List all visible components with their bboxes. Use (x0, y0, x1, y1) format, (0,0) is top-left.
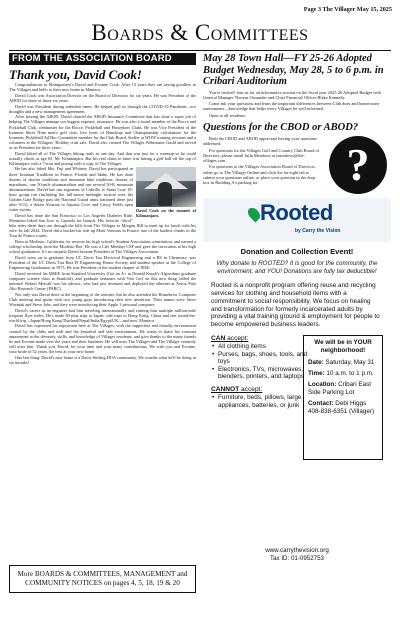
questions-paragraph: For questions to the Villages Association Board of Directors, either go to The Villager Online and click the far-right tab to submit your questions online, or place your question in the drop box in Building A's parking lot. (203, 164, 316, 186)
can-accept-list (211, 343, 309, 381)
question-mark-icon: ? (329, 136, 387, 194)
article-paragraph: After leaving the ABOD, David chaired the ABOD Insurance Committee that has done a super job of helping The Villages manage our biggest expense, insurance. He was also a board member of the Bocce and Pickleball Club, webmaster for the Bocce, Pickleball and Pinseekers Clubs. He was Vice President of the Ironmen Short Nine men's golf club, five years of Handicap and Championship calculations for the Ironmen, Pickleball Ad Hoc Committee member for the Club Board, Staffer at WOW training sessions and a volunteer at the Villagers’ Holiday craft sale. David also created The Villages Webmaster Guild and served as its President for three years. (9, 114, 196, 150)
photo-figure (136, 167, 196, 218)
townhall-paragraph: Open to all residents. (209, 112, 247, 118)
townhall-paragraph: You're invited! Join us for an informative session on the fiscal year 2025-26 Adopted Budget with General Manager Theresa Ostrander and Chief Financial Officer Blake Kennedy. (203, 89, 381, 100)
townhall-headline: May 28 Town Hall—FY 25-26 Adopted Budget Wednesday, May 28, 5 to 6 p.m. in Cribari Auditorium (203, 53, 384, 87)
article-paragraph: Not only was David there at the beginning of the internet, but he also attended the Homebrew Computer Club meeting and spoke with two young guys introducing their new invention. Their names were Steve Wozniak and Steve Jobs, and they were introducing their Apple 1 personal computer. (9, 291, 196, 307)
rooted-tax-id: Tax ID: 01-0952753 (269, 554, 324, 562)
masthead (9, 18, 391, 50)
event-contact: Contact: Debi Higgs 408-838-6351 (Villager) (308, 400, 375, 416)
article-body (9, 82, 196, 365)
article-paragraph: He has also hiked Mts. Fuji and Whitney. David has participated in three Ironman Triathlons in France, Florida and Idaho. He has done dozens of shorter triathlons and mountain bike triathlons, dozens of marathons, one 50-mile ultramarathon and run several 50-K mountain ultramarathons. David has run segments of Cabrillo to Santa Cruz 18-hour group run (including the full-moon midnight section over the Golden Gate Bridge past the National Guard units stationed there just after 9/11), a dozen Alcatraz to Aquatic Cove and Crissy Fields open water swims. (9, 166, 133, 213)
list-item: • Purses, bags, shoes, tools, and toys (211, 351, 309, 366)
kilimanjaro-photo (136, 167, 196, 207)
townhall-body (203, 90, 391, 118)
list-item: • All clothing items (211, 343, 309, 351)
questions-paragraph: Both the CBOD and ABOD appreciate having your questions addressed. (203, 135, 318, 147)
photo-caption: David Cook on the summit of Kilimanjaro. (136, 208, 196, 219)
cannot-accept-heading: CANNOT accept: (211, 385, 263, 393)
event-location: Location: Cribari East Side Parking Lot (308, 381, 371, 397)
drive-subtitle: Why donate to ROOTED? It is good for the community, the environment, and YOU! Donations are fully tax deductible! (216, 260, 378, 275)
list-item: • Electronics, TVs, microwaves, blenders, printers, and laptops (211, 366, 309, 381)
article-paragraph: David received his MSEE from Stanford University (Got an A+ in Donald Knuth's Algorithms graduate computer science class at Stanford), and graduate seminars with Vint Cerf on this new thing called the internet! Robert Metcalf was his advisor, who had just invented and deployed the ethernet at Xerox Palo Alto Research Center (PARC). (9, 270, 196, 291)
rooted-about: Rooted is a nonprofit program offering reuse and recycling services for clothing and household items with a commitment to social responsibility. We focus on healing and transformation for formerly incarcerated adults by providing a vital training ground & employment for people to become empowered business leaders. (211, 282, 380, 329)
can-accept-heading: CAN accept: (211, 334, 249, 342)
article-paragraph: Congratulations to Montgomery's David and Evonne Cook. After 13 years they are saying goodbye to The Villages and hello to their new home in Manteca. (9, 82, 196, 93)
section-bar: FROM THE ASSOCIATION BOARD (9, 53, 196, 65)
article-headline: Thank you, David Cook! (9, 67, 142, 82)
article-paragraph: One last thing: David's new home is a Davis-Stirling HOA community. We wonder what he'll be doing in six months! (9, 354, 196, 365)
rooted-brand: Rooted (249, 200, 333, 226)
article-paragraph: David hiked all of The Villages hiking trails in one day. And that was just for a warmup so he could actually climb, at age 65, Mt. Kilimanjaro. But his real claim to fame was hitting a golf ball off the top of Kilimanjaro with a 7-iron and posing with a copy of The Villager. (9, 150, 196, 166)
event-time: Time: 10 a.m. to 1 p.m. (308, 370, 374, 378)
article-paragraph: David Cook was Association Director on the Board of Directors for six years. He was President of the ABOD for three of those six years. (9, 92, 196, 103)
more-notices-box: More BOARDS & COMMITTEES, MANAGEMENT and COMMUNITY NOTICES on pages 4, 5, 18, 19 & 20 (9, 565, 196, 593)
article-paragraph: David has done the San Francisco to Los Angeles Diabetes Ride. Mountain biked San Jose to Capitola for brunch. His favorite “short” bike rides these days are through the hills from The Villages to Morgan Hill to meet up for lunch with his wife. In fall 2024, David did a bucket-list ride up Mont Ventoux in France, one of the hardest climbs in the Tour de France routes. (9, 212, 196, 239)
rooted-website-link[interactable]: www.carrythevision.org (265, 547, 329, 554)
page-info: Page 3 The Villager May 15, 2025 (303, 6, 392, 13)
page-header (0, 6, 400, 16)
section-title: Boards & Committees (91, 20, 309, 45)
event-date: Date: Saturday, May 31 (308, 359, 375, 367)
questions-block (203, 135, 391, 190)
rooted-byline: by Carry the Vision (295, 228, 341, 234)
association-board-column (9, 53, 196, 593)
rooted-ad (203, 198, 391, 528)
masthead-rule (9, 50, 391, 51)
questions-body (203, 136, 321, 186)
event-details-box (303, 335, 383, 460)
article-paragraph: David's career as an engineer had him traveling internationally and earning him multiple million-mile frequent flyer miles. He's made 60-plus trips to Japan; side trips to Hong Kong, China and one round-the-world trip—Japan/Hong Kong/Thailand/Nepal/India/Egypt/UK—and now, Manteca. (9, 307, 196, 323)
list-item: • Furniture, beds, pillows, large appliances, batteries, or junk (211, 394, 309, 409)
rooted-logo (203, 198, 391, 242)
accept-lists (211, 335, 309, 409)
rooted-footer (203, 547, 391, 563)
article-paragraph: David went on to graduate from UC Davis Tau Electrical Engineering and a BS in Chemistry, was President of the UC Davis Tau Beta Pi Engineering Honor Society and student speaker at the College of Engineering Graduation in 1973. He was President of the student chapter of IEEE. (9, 254, 196, 271)
article-paragraph: David has expressed his enjoyment here at The Villages, with the supportive and friendly environment created by the clubs and staff and the beautiful and safe environment. He wants to share his constant amazement at the diversity, skills, and knowledge of Villages residents, and give thanks to the many friends he and Evonne made over the years and their kindness. He will miss The Villages and The Villager certainly will miss him. Thank you, David, for your time and your many contributions. We wish you and Evonne, your bride of 52 years, the best at your new home. (9, 323, 196, 354)
drive-title: Donation and Collection Event! (240, 247, 354, 256)
cannot-accept-list (211, 394, 309, 409)
questions-paragraph: For questions for the Villages Golf and Country Club Board of Directors, please email Julia Meadows at jmeadows@the-villages.com. (203, 147, 320, 164)
event-box-title: We will be in YOUR neighborhood! (314, 338, 372, 355)
article-paragraph: David was President during turbulent times. He helped pull us through the COVID-19 Pandemic, two droughts and a new management agreement. (9, 103, 196, 114)
townhall-paragraph: Come ask your questions and learn the important differences between Club dues and homeowner assessments—knowledge that helps every Villager be well informed. (203, 101, 380, 112)
article-paragraph: Born in Modesto, California, he rewrote his high school's Student Association constitution, and earned a college scholarship from the Modesto Bee. He was a Life Member CSF and gave the invocation at his high school graduation. It's no surprise David became President of The Villages Association. (9, 238, 196, 255)
accept-section (211, 335, 383, 455)
questions-headline: Questions for the CBOD or ABOD? (203, 121, 359, 133)
